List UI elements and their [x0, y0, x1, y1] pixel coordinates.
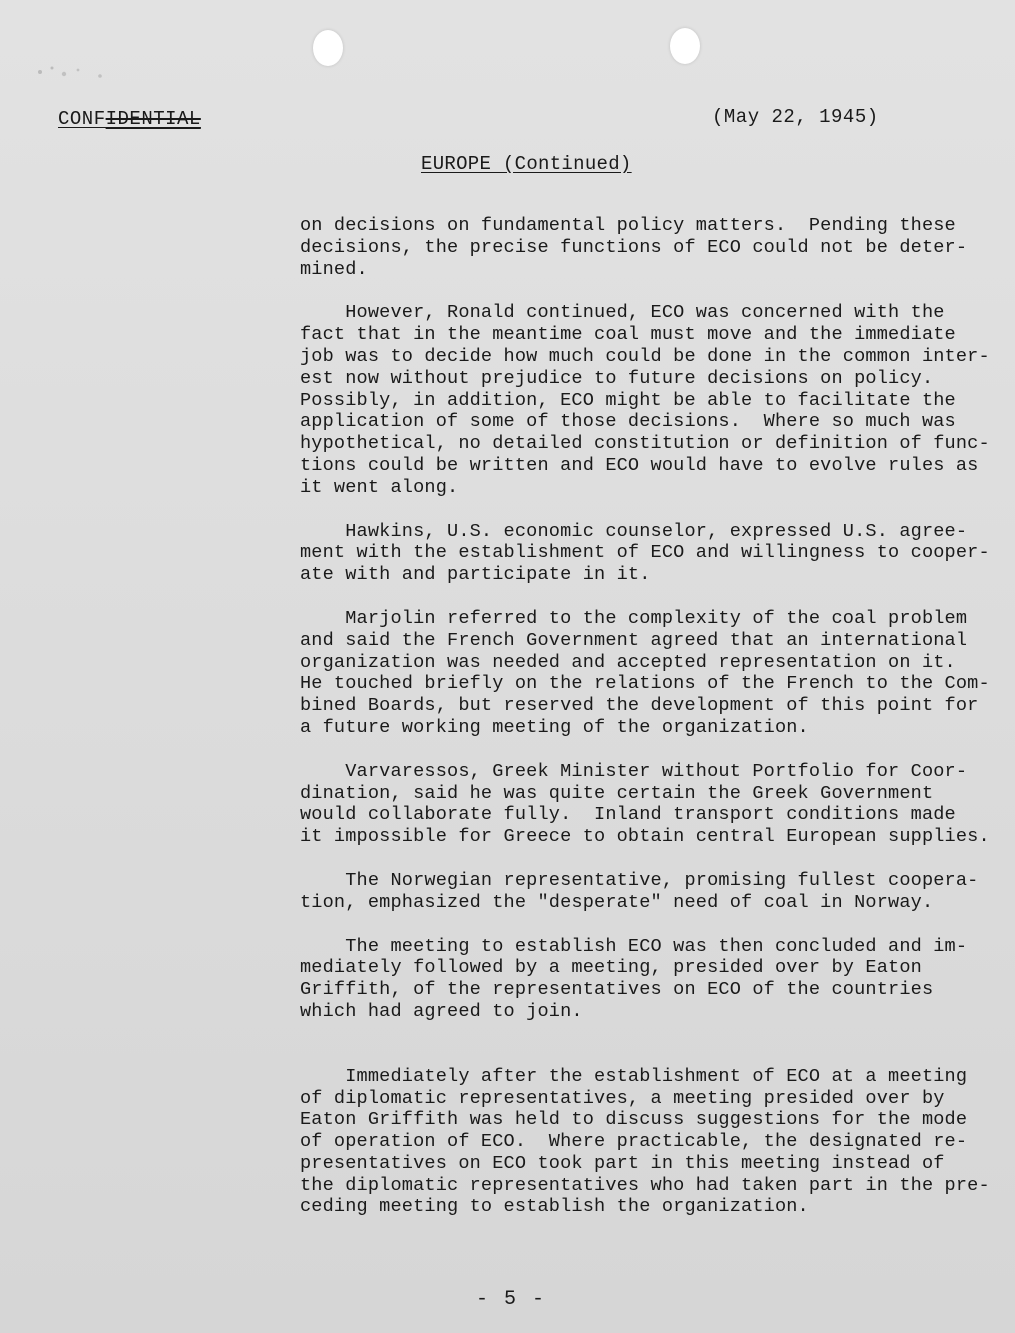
section-heading: EUROPE (Continued)	[421, 153, 632, 175]
paragraph-2: However, Ronald continued, ECO was concerned with the fact that in the meantime coal must move and the immediate job was to decide how much could be done in the common inter- est now without prejudice to future decisions on policy. Possibly, in addition, ECO might be able to facilitate the application of some of those decisions. Where so much was hypothetical, no detailed constitution or definition of func- tions could be written and ECO would have to evolve rules as it went along.	[300, 302, 990, 498]
body-text	[300, 215, 990, 1218]
paragraph-5: Varvaressos, Greek Minister without Portfolio for Coor- dination, said he was quite certain the Greek Government would collaborate fully. Inland transport conditions made it impossible for Greece to obtain central European supplies.	[300, 760, 990, 848]
paragraph-7: The meeting to establish ECO was then concluded and im- mediately followed by a meeting, presided over by Eaton Griffith, of the representatives on ECO of the countries which had agreed to join.	[300, 935, 968, 1022]
paragraph-8: Immediately after the establishment of ECO at a meeting of diplomatic representatives, a meeting presided over by Eaton Griffith was held to discuss suggestions for the mode of operation of ECO. Where practicable, the designated re- presentatives on ECO took part in this meeting instead of the diplomatic representatives who had taken part in the pre- ceding meeting to establish the organization.	[300, 1065, 990, 1218]
classification-visible: CONF	[58, 108, 106, 130]
paragraph-1: on decisions on fundamental policy matters. Pending these decisions, the precise functions of ECO could not be deter- mined.	[300, 215, 968, 280]
punch-hole-left	[313, 30, 343, 66]
paragraph-4: Marjolin referred to the complexity of the coal problem and said the French Government agreed that an international organization was needed and accepted representation on it. He touched briefly on the relations of the French to the Com- bined Boards, but reserved the development of this point for a future working meeting of the organization.	[300, 607, 990, 738]
paragraph-3: Hawkins, U.S. economic counselor, expressed U.S. agree- ment with the establishment of ECO and willingness to cooper- ate with and participate in it.	[300, 520, 990, 586]
ink-smudge-mark	[30, 58, 120, 86]
document-date: (May 22, 1945)	[712, 106, 879, 128]
punch-hole-right	[670, 28, 700, 64]
paragraph-6: The Norwegian representative, promising fullest coopera- tion, emphasized the "desperate" need of coal in Norway.	[300, 869, 979, 913]
classification-struck: IDENTIAL	[105, 108, 201, 130]
classification-marking	[58, 108, 201, 130]
page-number: - 5 -	[476, 1288, 547, 1311]
